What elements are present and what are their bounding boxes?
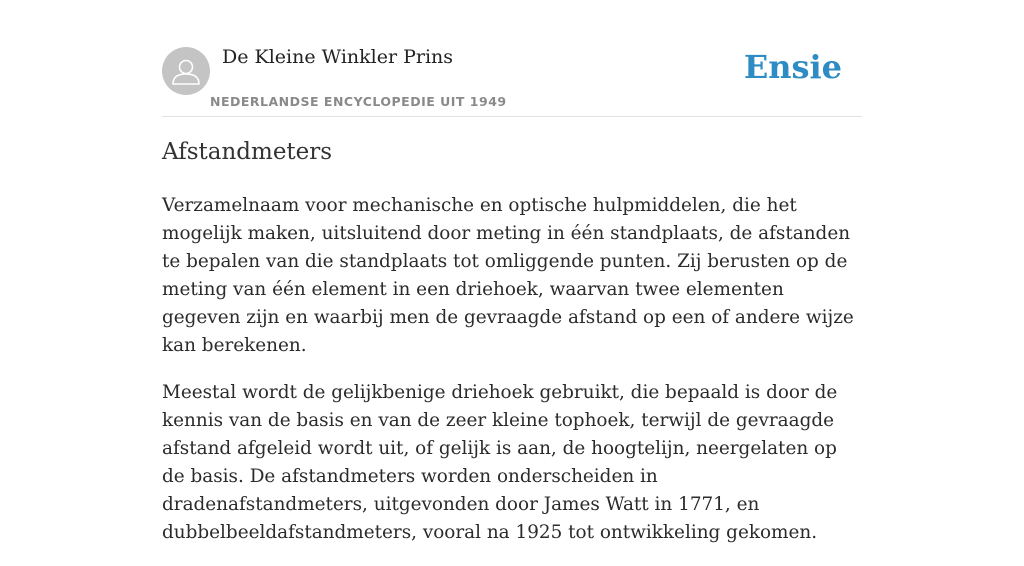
ensie-logo[interactable]: Ensie [743, 48, 842, 86]
page-header [162, 40, 862, 117]
author-name[interactable]: De Kleine Winkler Prins [222, 46, 454, 68]
author-avatar[interactable] [162, 47, 210, 95]
author-subtitle: NEDERLANDSE ENCYCLOPEDIE UIT 1949 [210, 94, 507, 109]
article-title: Afstandmeters [162, 139, 333, 165]
user-silhouette-icon [162, 47, 210, 95]
article-body [162, 192, 864, 566]
article-paragraph: Meestal wordt de gelijkbenige driehoek gebruikt, die bepaald is door de kennis van de basis en van de zeer kleine tophoek, terwijl de gevraagde afstand afgeleid wordt uit, of gelijk is aan, de hoogtelijn, neergelaten op de basis. De afstandmeters worden onderscheiden in dradenafstandmeters, uitgevonden door James Watt in 1771, en dubbelbeeldafstandmeters, vooral na 1925 tot ontwikkeling gekomen. [162, 382, 838, 543]
article-paragraph: Verzamelnaam voor mechanische en optische hulpmiddelen, die het mogelijk maken, uitsluitend door meting in één standplaats, de afstanden te bepalen van die standplaats tot omliggende punten. Zij berusten op de meting van één element in een driehoek, waarvan twee elementen gegeven zijn en waarbij men de gevraagde afstand op een of andere wijze kan berekenen. [162, 195, 854, 356]
